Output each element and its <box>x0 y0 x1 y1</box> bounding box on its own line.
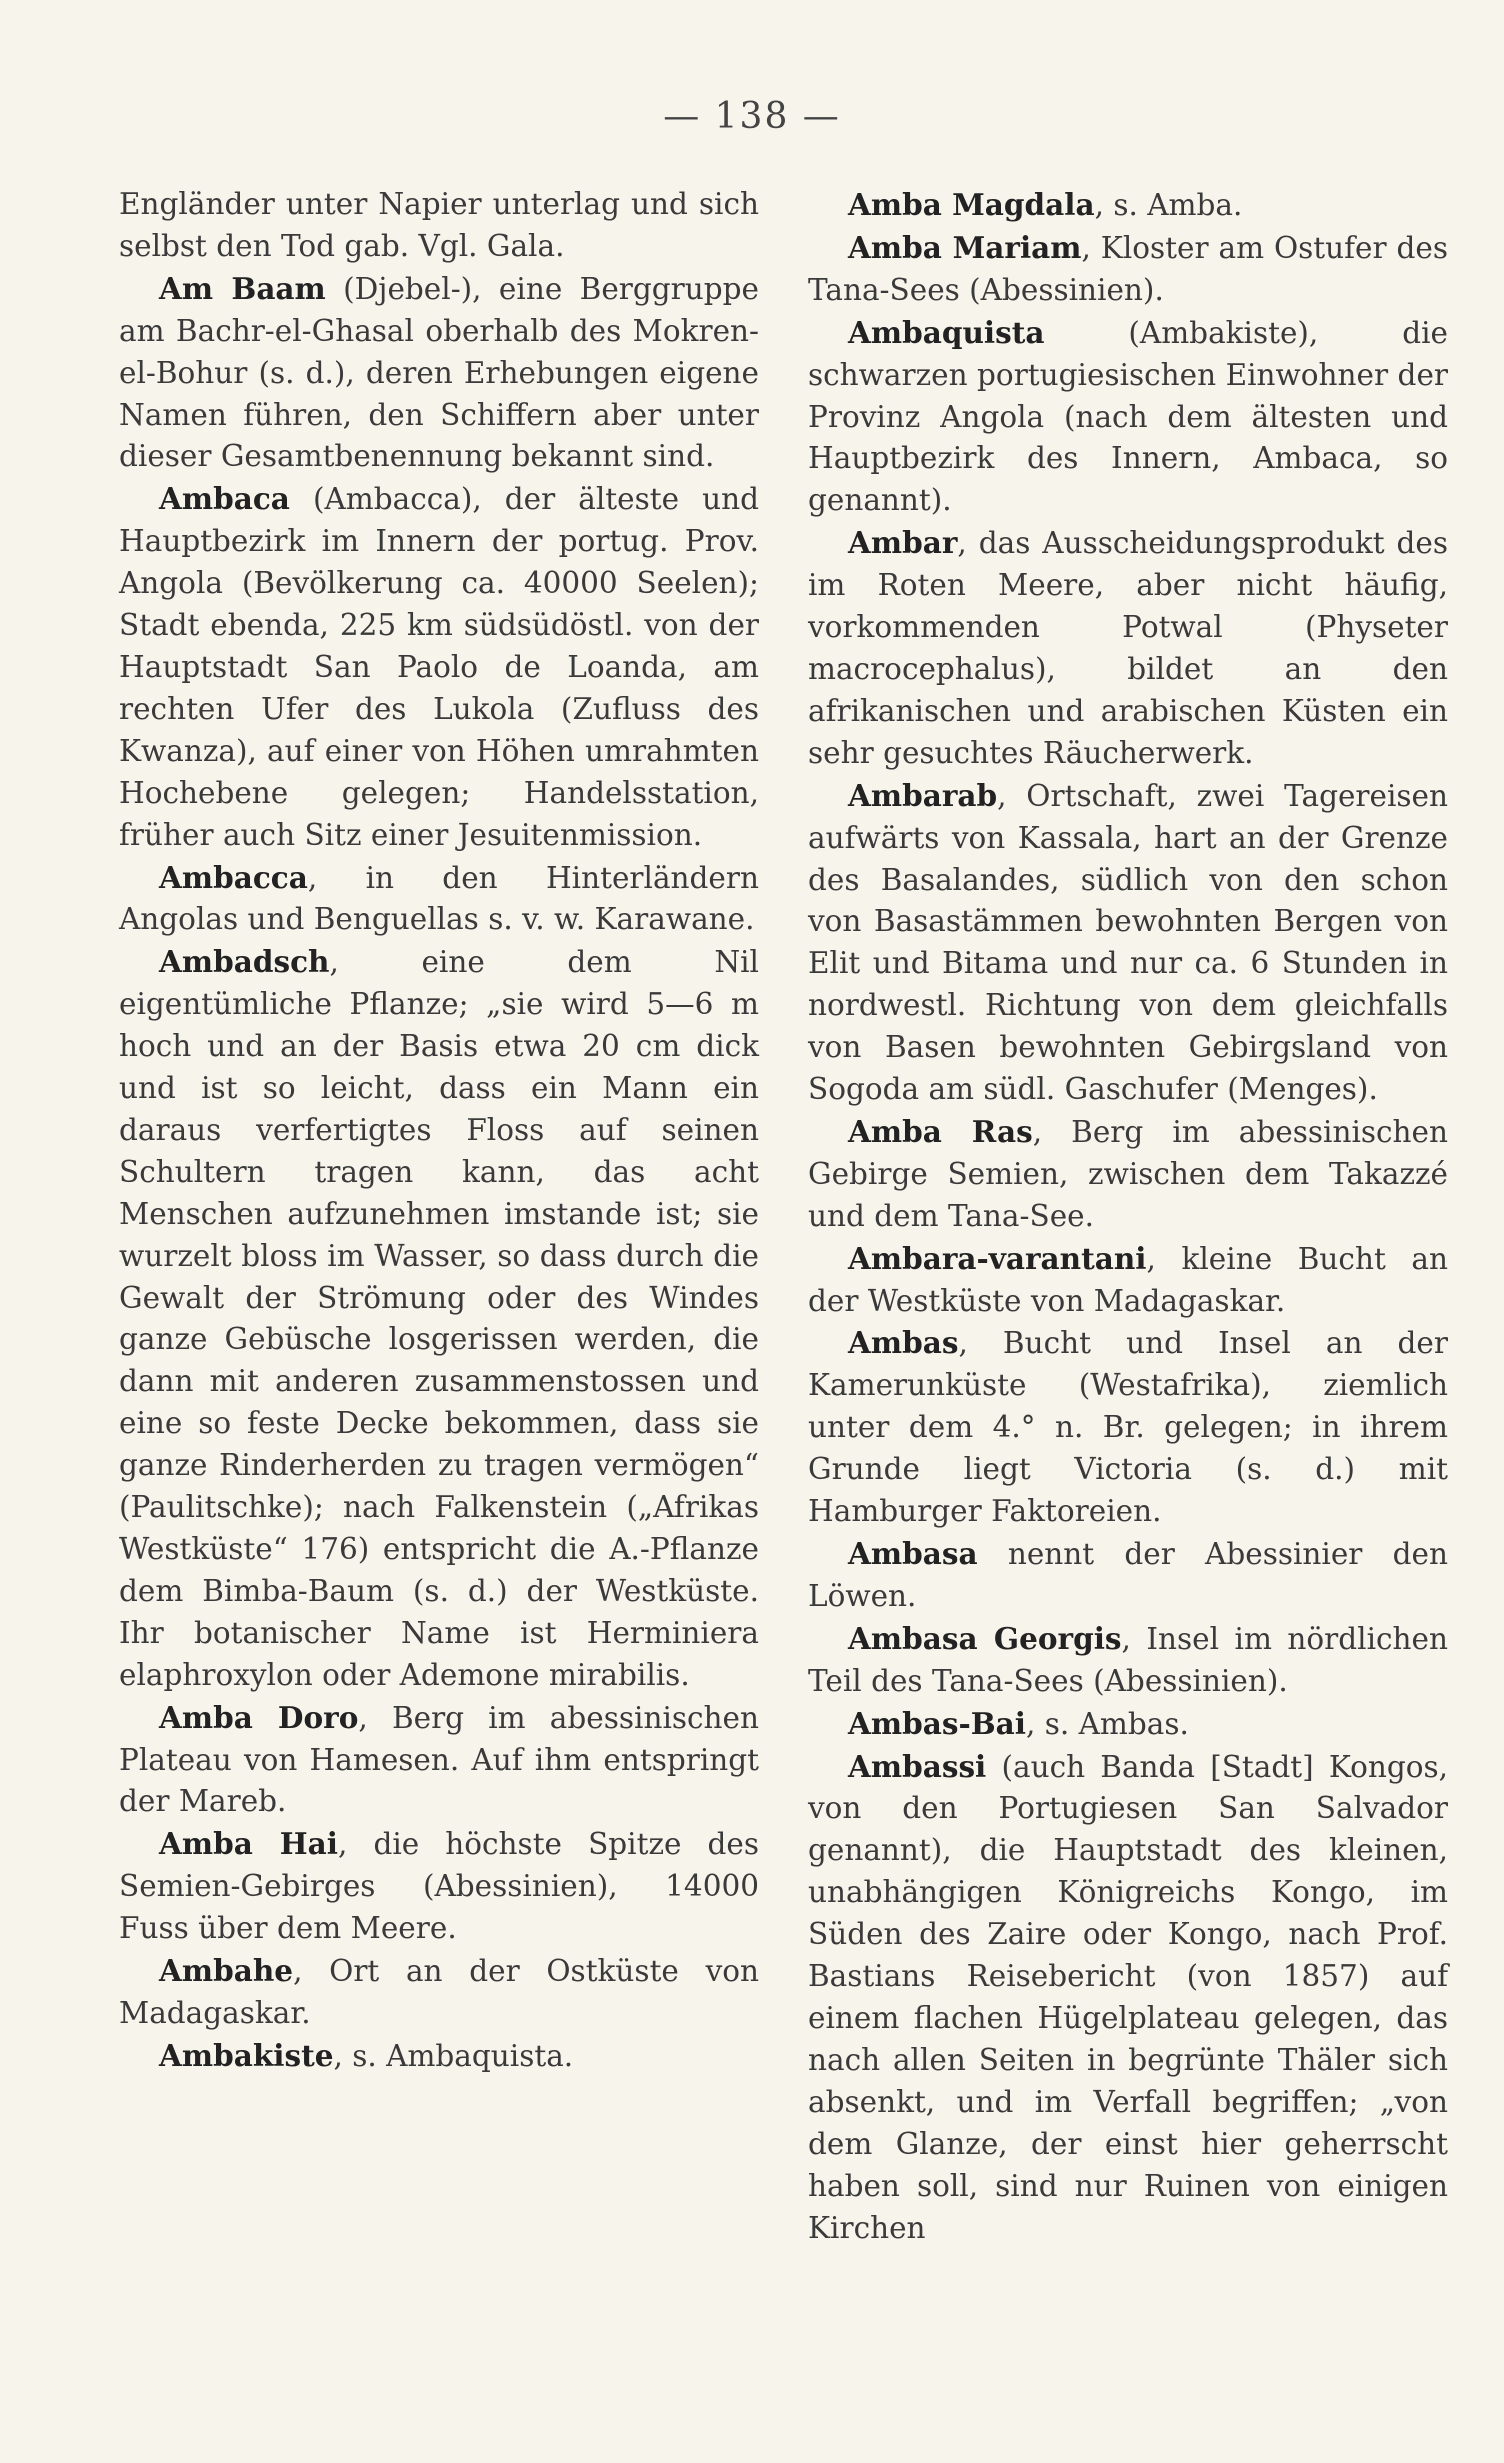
entry-headword: Amba Ras <box>848 1113 1033 1149</box>
entry-text: , s. Amba. <box>1094 188 1243 222</box>
entry-headword: Amba Hai <box>159 1826 338 1862</box>
dictionary-entry <box>119 1950 759 2035</box>
entry-text: (Ambacca), der älteste und Hauptbezirk im Innern der portug. Prov. Angola (Bevölkerung ca. 40000 Seelen); Stadt ebenda, 225 km südsüdöstl. von der Hauptstadt San Paolo de Loanda, am rechten Ufer des Lukola (Zufluss des Kwanza), auf einer von Höhen umrahmten Hochebene gelegen; Handelsstation, früher auch Sitz einer Jesuitenmission. <box>119 482 759 852</box>
dictionary-entry <box>808 1746 1448 2250</box>
dictionary-entry <box>808 1322 1448 1533</box>
entry-text: , eine dem Nil eigentümliche Pflanze; „sie wird 5—6 m hoch und an der Basis etwa 20 cm dick und ist so leicht, dass ein Mann ein daraus verfertigtes Floss auf seinen Schultern tragen kann, das acht Menschen aufzunehmen imstande ist; sie wurzelt bloss im Wasser, so dass durch die Gewalt der Strömung oder des Windes ganze Gebüsche losgerissen werden, die dann mit anderen zusammenstossen und eine so feste Decke bekommen, dass sie ganze Rinderherden zu tragen vermögen“ (Paulitschke); nach Falkenstein („Afrikas Westküste“ 176) entspricht die A.-Pflanze dem Bimba-Baum (s. d.) der Westküste. Ihr botanischer Name ist Herminiera elaphroxylon oder Ademone mirabilis. <box>119 945 759 1692</box>
dictionary-entry <box>119 857 759 942</box>
entry-headword: Ambaca <box>159 481 290 517</box>
entry-headword: Ambas <box>848 1325 959 1361</box>
entry-headword: Amba Doro <box>159 1699 359 1735</box>
right-column <box>808 184 1448 2249</box>
entry-headword: Ambassi <box>848 1748 987 1784</box>
dictionary-entry <box>119 184 759 268</box>
entry-headword: Amba Magdala <box>848 187 1095 222</box>
entry-headword: Ambaquista <box>848 314 1045 350</box>
entry-text: , s. Ambas. <box>1025 1706 1189 1741</box>
entry-text: , in den Hinterländern Angolas und Benguellas s. v. w. Karawane. <box>119 860 759 937</box>
left-column <box>119 184 759 2078</box>
entry-headword: Am Baam <box>159 270 326 306</box>
entry-text: , kleine Bucht an der Westküste von Madagaskar. <box>808 1241 1448 1318</box>
dictionary-entry <box>808 1703 1448 1746</box>
entry-headword: Ambara-varantani <box>848 1240 1147 1276</box>
entry-text: , Kloster am Ostufer des Tana-Sees (Abessinien). <box>808 230 1448 307</box>
page-number: — 138 — <box>663 96 841 137</box>
entry-text: , das Ausscheidungsprodukt des im Roten Meere, aber nicht häufig, vorkommenden Potwal (Physeter macrocephalus), bildet an den afrikanischen und arabischen Küsten ein sehr gesuchtes Räucherwerk. <box>808 526 1448 770</box>
dictionary-entry <box>119 478 759 856</box>
entry-text: , Ort an der Ostküste von Madagaskar. <box>119 1954 759 2030</box>
entry-headword: Ambas-Bai <box>848 1705 1026 1741</box>
entry-headword: Ambahe <box>159 1953 294 1989</box>
entry-text: , Berg im abessinischen Plateau von Hamesen. Auf ihm entspringt der Mareb. <box>119 1700 760 1819</box>
entry-headword: Ambasa <box>848 1536 978 1571</box>
entry-headword: Ambarab <box>848 777 998 813</box>
entry-headword: Ambasa Georgis <box>848 1620 1122 1656</box>
entry-text: Engländer unter Napier unterlag und sich selbst den Tod gab. Vgl. Gala. <box>119 187 759 263</box>
dictionary-entry <box>808 227 1448 312</box>
dictionary-entry <box>119 1823 759 1950</box>
entry-headword: Ambacca <box>159 859 308 895</box>
entry-text: , Berg im abessinischen Gebirge Semien, zwischen dem Takazzé und dem Tana-See. <box>808 1114 1449 1233</box>
dictionary-entry <box>808 312 1448 523</box>
entry-headword: Ambakiste <box>159 2037 334 2073</box>
entry-text: , die höchste Spitze des Semien-Gebirges (Abessinien), 14000 Fuss über dem Meere. <box>119 1827 759 1946</box>
entry-text: (Djebel-), eine Berggruppe am Bachr-el-Ghasal oberhalb des Mokren-el-Bohur (s. d.), deren Erhebungen eigene Namen führen, den Schiffern aber unter dieser Gesamtbenennung bekannt sind. <box>119 271 760 474</box>
dictionary-entry <box>808 1533 1448 1618</box>
entry-text: , Insel im nördlichen Teil des Tana-Sees (Abessinien). <box>808 1621 1448 1698</box>
entry-headword: Ambadsch <box>159 944 330 980</box>
entry-headword: Ambar <box>848 525 958 561</box>
dictionary-entry <box>119 268 759 479</box>
dictionary-entry <box>808 1618 1448 1703</box>
dictionary-entry <box>808 184 1448 227</box>
entry-text: , s. Ambaquista. <box>333 2038 574 2073</box>
dictionary-entry <box>119 941 759 1696</box>
entry-text: nennt der Abessinier den Löwen. <box>808 1537 1448 1613</box>
dictionary-entry <box>119 1697 759 1824</box>
entry-text: , Ortschaft, zwei Tagereisen aufwärts von Kassala, hart an der Grenze des Basalandes, südlich von den schon von Basastämmen bewohnten Bergen von Elit und Bitama und nur ca. 6 Stunden in nordwestl. Richtung von dem gleichfalls von Basen bewohnten Gebirgsland von Sogoda am südl. Gaschufer (Menges). <box>808 778 1448 1107</box>
dictionary-entry <box>808 1238 1448 1323</box>
dictionary-entry <box>119 2035 759 2078</box>
entry-text: (Ambakiste), die schwarzen portugiesischen Einwohner der Provinz Angola (nach dem ältesten und Hauptbezirk des Innern, Ambaca, so genannt). <box>808 315 1448 518</box>
entry-headword: Amba Mariam <box>848 229 1082 265</box>
entry-text: (auch Banda [Stadt] Kongos, von den Portugiesen San Salvador genannt), die Hauptstadt des kleinen, unabhängigen Königreichs Kongo, im Süden des Zaire oder Kongo, nach Prof. Bastians Reisebericht (von 1857) auf einem flachen Hügelplateau gelegen, das nach allen Seiten in begrünte Thäler sich absenkt, und im Verfall begriffen; „von dem Glanze, der einst hier geherrscht haben soll, sind nur Ruinen von einigen Kirchen <box>808 1749 1448 2245</box>
entry-text: , Bucht und Insel an der Kamerunküste (Westafrika), ziemlich unter dem 4.° n. Br. gelegen; in ihrem Grunde liegt Victoria (s. d.) mit Hamburger Faktoreien. <box>808 1326 1448 1529</box>
dictionary-entry <box>808 1111 1448 1238</box>
dictionary-entry <box>808 775 1448 1111</box>
dictionary-entry <box>808 522 1448 774</box>
